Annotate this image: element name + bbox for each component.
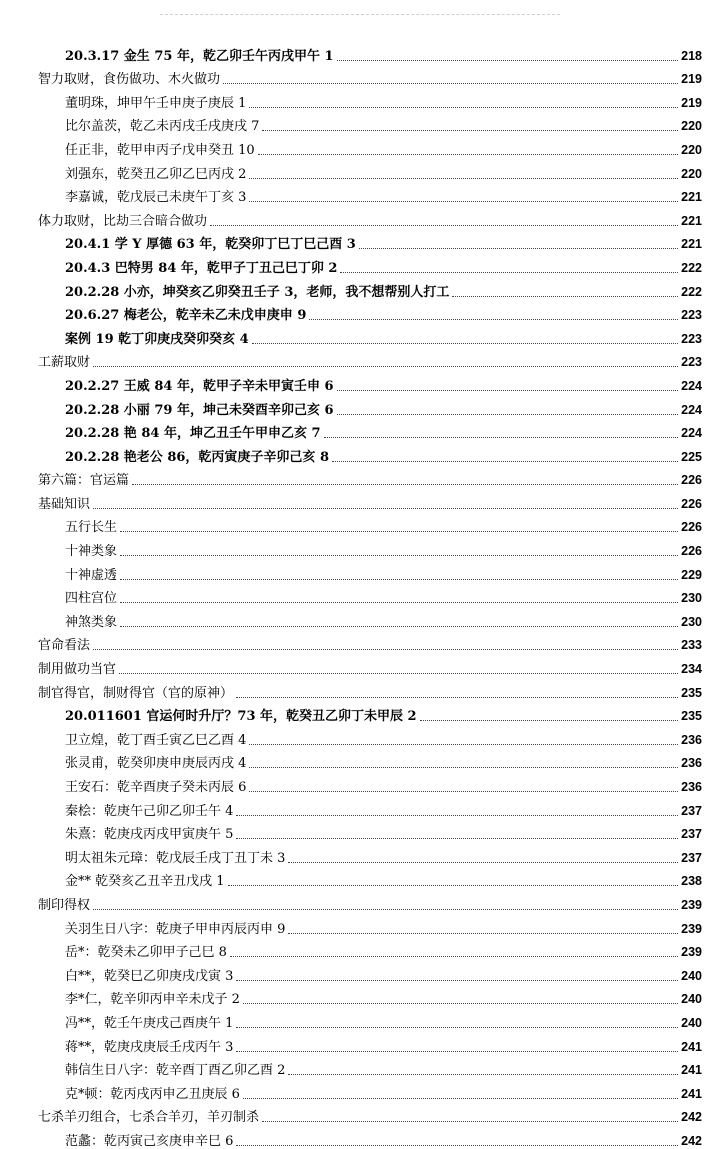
toc-entry[interactable] [38,535,702,559]
toc-entry-title: 任正非，乾甲申丙子戊申癸丑 10 [65,142,255,158]
toc-entry[interactable] [38,87,702,111]
toc-entry-title: 范蠡：乾丙寅己亥庚申辛巳 6 [65,1133,234,1149]
toc-entry[interactable] [38,1007,702,1031]
toc-entry-title: 工薪取财 [38,355,91,371]
toc-entry-page-number: 225 [681,449,702,464]
toc-entry-page-number: 218 [681,48,702,63]
toc-entry-title: 体力取财，比劫三合暗合做功 [38,213,208,229]
toc-entry[interactable] [38,630,702,654]
toc-entry-title: 官命看法 [38,638,91,654]
toc-entry[interactable] [38,795,702,819]
toc-entry-title: 智力取财，食伤做功、木火做功 [38,72,221,88]
toc-entry[interactable] [38,1031,702,1055]
dot-leader [337,414,679,415]
dot-leader [288,862,678,863]
dot-leader [340,272,678,273]
toc-entry-page-number: 242 [681,1133,702,1148]
dot-leader [132,484,678,485]
toc-entry[interactable] [38,394,702,418]
toc-entry[interactable] [38,1125,702,1149]
toc-entry[interactable] [38,158,702,182]
toc-entry-page-number: 237 [681,850,702,865]
toc-entry-page-number: 222 [681,284,702,299]
dot-leader [249,107,678,108]
dot-leader [236,1027,678,1028]
dot-leader [262,1121,678,1122]
toc-entry[interactable] [38,488,702,512]
toc-entry-page-number: 223 [681,331,702,346]
toc-entry-page-number: 226 [681,496,702,511]
dot-leader [420,720,679,721]
toc-entry-page-number: 223 [681,308,702,323]
toc-entry-title: 蒋**，乾庚戌庚辰壬戌丙午 3 [65,1039,234,1055]
toc-entry[interactable] [38,701,702,725]
toc-entry-page-number: 220 [681,119,702,134]
toc-entry-page-number: 226 [681,520,702,535]
toc-entry[interactable] [38,418,702,442]
dot-leader [93,366,678,367]
toc-entry-title: 20.011601 官运何时升厅？73 年，乾癸丑乙卯丁未甲辰 2 [65,709,417,725]
toc-entry-page-number: 235 [681,685,702,700]
toc-entry-title: 十神类象 [65,544,118,560]
toc-entry[interactable] [38,512,702,536]
toc-entry-title: 神煞类象 [65,614,118,630]
toc-entry-page-number: 222 [681,260,702,275]
toc-entry-title: 十神虚透 [65,567,118,583]
toc-entry[interactable] [38,559,702,583]
toc-entry[interactable] [38,182,702,206]
toc-entry-title: 第六篇：官运篇 [38,473,130,489]
dot-leader [258,154,678,155]
toc-entry-title: 李嘉诚，乾戊辰己未庚午丁亥 3 [65,190,247,206]
toc-entry[interactable] [38,465,702,489]
dot-leader [120,555,678,556]
toc-entry-title: 20.3.17 金生 75 年，乾乙卯壬午丙戌甲午 1 [65,48,334,64]
toc-entry-title: 20.2.28 艳老公 86，乾丙寅庚子辛卯己亥 8 [65,449,329,465]
dot-leader [210,225,678,226]
toc-entry-title: 秦桧：乾庚午己卯乙卯壬午 4 [65,803,234,819]
toc-entry[interactable] [38,1078,702,1102]
toc-entry[interactable] [38,583,702,607]
top-scan-mark [160,14,560,23]
toc-entry[interactable] [38,771,702,795]
toc-entry[interactable] [38,724,702,748]
toc-entry[interactable] [38,866,702,890]
toc-entry[interactable] [38,748,702,772]
toc-entry[interactable] [38,111,702,135]
toc-entry[interactable] [38,441,702,465]
toc-entry-title: 制用做功当官 [38,662,117,678]
toc-entry[interactable] [38,984,702,1008]
toc-entry-title: 七杀羊刃组合，七杀合羊刃，羊刃制杀 [38,1110,260,1126]
toc-entry-title: 20.2.27 王威 84 年，乾甲子辛未甲寅壬申 6 [65,378,334,394]
dot-leader [288,933,678,934]
dot-leader [252,343,678,344]
toc-entry-title: 四柱宫位 [65,591,118,607]
toc-entry[interactable] [38,677,702,701]
toc-entry-page-number: 224 [681,378,702,393]
dot-leader [332,461,678,462]
toc-entry-page-number: 240 [681,992,702,1007]
dot-leader [337,60,679,61]
toc-entry-page-number: 229 [681,567,702,582]
toc-entry-title: 20.4.1 学 Y 厚德 63 年，乾癸卯丁巳丁巳己酉 3 [65,237,356,253]
toc-entry-page-number: 239 [681,921,702,936]
toc-entry-title: 基础知识 [38,496,91,512]
dot-leader [243,1098,678,1099]
toc-entry-title: 卫立煌，乾丁酉壬寅乙巳乙酉 4 [65,732,247,748]
dot-leader [249,767,678,768]
toc-entry-page-number: 241 [681,1063,702,1078]
toc-entry[interactable] [38,606,702,630]
toc-entry-page-number: 230 [681,591,702,606]
toc-entry[interactable] [38,300,702,324]
toc-entry[interactable] [38,370,702,394]
toc-entry-page-number: 220 [681,142,702,157]
toc-entry-title: 20.2.28 小丽 79 年，坤己未癸酉辛卯己亥 6 [65,402,334,418]
toc-entry[interactable] [38,323,702,347]
toc-entry-title: 冯**，乾壬午庚戌己酉庚午 1 [65,1015,234,1031]
toc-entry[interactable] [38,960,702,984]
dot-leader [236,838,678,839]
dot-leader [288,1074,678,1075]
dot-leader [236,697,678,698]
toc-entry-page-number: 224 [681,426,702,441]
dot-leader [230,956,678,957]
toc-entry-page-number: 240 [681,968,702,983]
toc-entry[interactable] [38,913,702,937]
toc-entry-title: 20.2.28 小亦，坤癸亥乙卯癸丑壬子 3，老师，我不想帮别人打工 [65,284,450,300]
dot-leader [223,83,678,84]
dot-leader [324,437,679,438]
toc-entry-page-number: 236 [681,780,702,794]
toc-entry-title: 制印得权 [38,897,91,913]
toc-entry-title: 韩信生日八字：乾辛酉丁酉乙卯乙酉 2 [65,1063,286,1079]
toc-entry-title: 关羽生日八字：乾庚子甲申丙辰丙申 9 [65,921,286,937]
toc-entry[interactable] [38,229,702,253]
dot-leader [249,178,678,179]
dot-leader [93,508,678,509]
dot-leader [120,531,678,532]
toc-entry-page-number: 237 [681,827,702,842]
toc-entry-title: 董明珠，坤甲午壬申庚子庚辰 1 [65,95,247,111]
table-of-contents [38,40,702,1149]
toc-entry-title: 20.6.27 梅老公，乾辛未乙未戊申庚申 9 [65,308,307,324]
toc-entry-title: 刘强东，乾癸丑乙卯乙巳丙戌 2 [65,166,247,182]
dot-leader [93,909,678,910]
toc-entry-page-number: 233 [681,638,702,653]
toc-entry-page-number: 223 [681,355,702,370]
toc-entry[interactable] [38,1055,702,1079]
toc-entry-page-number: 239 [681,897,702,912]
dot-leader [236,1145,678,1146]
toc-entry-page-number: 226 [681,473,702,488]
toc-entry-page-number: 221 [681,190,702,205]
toc-entry-title: 李*仁，乾辛卯丙申辛未戊子 2 [65,992,240,1008]
toc-entry-title: 制官得官，制财得官（官的原神） [38,685,234,701]
toc-entry-title: 白**，乾癸巳乙卯庚戌戊寅 3 [65,968,234,984]
toc-entry[interactable] [38,347,702,371]
dot-leader [228,885,679,886]
dot-leader [249,201,678,202]
toc-entry-title: 朱熹：乾庚戌丙戌甲寅庚午 5 [65,827,234,843]
toc-entry-title: 张灵甫，乾癸卯庚申庚辰丙戌 4 [65,756,247,772]
toc-entry[interactable] [38,64,702,88]
toc-entry-page-number: 220 [681,166,702,181]
toc-entry[interactable] [38,889,702,913]
toc-entry-page-number: 237 [681,803,702,818]
toc-entry-page-number: 236 [681,756,702,771]
dot-leader [262,130,678,131]
dot-leader [236,1051,678,1052]
toc-entry-page-number: 236 [681,732,702,747]
toc-entry-page-number: 221 [681,213,702,228]
toc-entry[interactable] [38,252,702,276]
toc-entry-title: 比尔盖茨，乾乙未丙戌壬戌庚戌 7 [65,119,260,135]
dot-leader [243,1003,678,1004]
dot-leader [120,579,678,580]
toc-entry[interactable] [38,205,702,229]
toc-entry-page-number: 240 [681,1015,702,1030]
toc-entry-page-number: 234 [681,662,702,677]
toc-entry-page-number: 235 [681,709,702,724]
toc-entry-page-number: 230 [681,614,702,629]
toc-entry[interactable] [38,134,702,158]
dot-leader [120,602,678,603]
dot-leader [249,744,678,745]
dot-leader [337,390,679,391]
toc-entry[interactable] [38,819,702,843]
toc-entry[interactable] [38,653,702,677]
dot-leader [236,980,678,981]
toc-entry[interactable] [38,40,702,64]
toc-entry-title: 20.2.28 艳 84 年，坤乙丑壬午甲申乙亥 7 [65,426,321,442]
toc-entry[interactable] [38,276,702,300]
toc-entry-page-number: 226 [681,544,702,559]
toc-entry-title: 岳*：乾癸未乙卯甲子己巳 8 [65,945,227,961]
toc-entry-title: 五行长生 [65,520,118,536]
toc-entry[interactable] [38,937,702,961]
dot-leader [452,296,678,297]
toc-entry[interactable] [38,1102,702,1126]
toc-entry-page-number: 221 [681,237,702,252]
toc-entry-page-number: 239 [681,945,702,960]
toc-entry-page-number: 241 [681,1086,702,1101]
toc-entry-title: 克*顿：乾丙戌丙申乙丑庚辰 6 [65,1086,240,1102]
toc-entry-title: 金** 乾癸亥乙丑辛丑戊戌 1 [65,874,225,890]
toc-entry-title: 明太祖朱元璋：乾戊辰壬戌丁丑丁未 3 [65,850,286,866]
toc-entry-page-number: 238 [681,874,702,889]
dot-leader [249,791,678,792]
dot-leader [120,626,678,627]
dot-leader [119,673,678,674]
dot-leader [93,649,678,650]
toc-entry-title: 案例 19 乾丁卯庚戌癸卯癸亥 4 [65,331,249,347]
toc-entry-title: 20.4.3 巴特男 84 年，乾甲子丁丑己巳丁卯 2 [65,260,338,276]
toc-entry-title: 王安石：乾辛酉庚子癸未丙辰 6 [65,780,247,795]
dot-leader [309,319,678,320]
toc-entry-page-number: 219 [681,95,702,110]
toc-entry-page-number: 219 [681,72,702,87]
dot-leader [236,815,678,816]
toc-entry-page-number: 242 [681,1110,702,1125]
toc-entry-page-number: 241 [681,1039,702,1054]
toc-entry[interactable] [38,842,702,866]
dot-leader [359,248,678,249]
toc-entry-page-number: 224 [681,402,702,417]
